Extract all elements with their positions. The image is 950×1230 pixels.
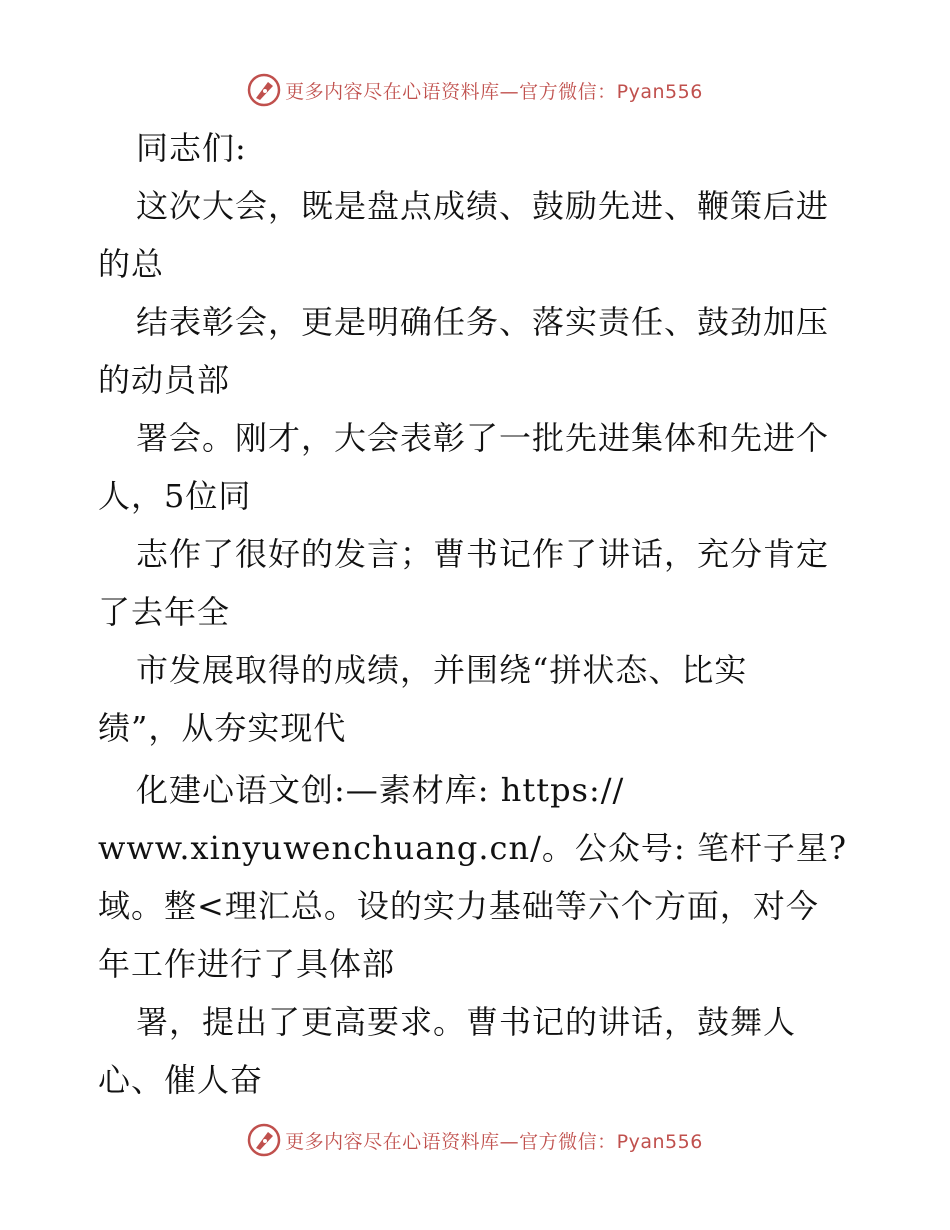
- body-line: 这次大会，既是盘点成绩、鼓励先进、鞭策后进: [136, 187, 830, 225]
- body-line: 市发展取得的成绩，并围绕“拼状态、比实: [136, 651, 748, 689]
- body-line: 化建心语文创:—素材库: https://: [136, 771, 625, 809]
- footer-text: 更多内容尽在心语资料库—官方微信：Pyan556: [285, 1130, 703, 1153]
- body-line: 绩”，从夯实现代: [98, 709, 347, 747]
- body-line: 志作了很好的发言；曹书记作了讲话，充分肯定: [136, 535, 830, 573]
- body-line: www.xinyuwenchuang.cn/。公众号: 笔杆子星?: [98, 829, 847, 867]
- body-line: 署会。刚才，大会表彰了一批先进集体和先进个: [136, 419, 830, 457]
- header-text: 更多内容尽在心语资料库—官方微信：Pyan556: [285, 80, 703, 103]
- body-line: 了去年全: [98, 593, 231, 631]
- body-line: 域。整<理汇总。设的实力基础等六个方面，对今: [98, 887, 819, 925]
- body-line: 的总: [98, 245, 165, 283]
- body-line: 心、催人奋: [98, 1061, 264, 1099]
- body-line: 的动员部: [98, 361, 231, 399]
- body-line: 人，5位同: [98, 477, 252, 515]
- footer-banner: [0, 1122, 950, 1158]
- body-line: 年工作进行了具体部: [98, 945, 396, 983]
- body-line: 结表彰会，更是明确任务、落实责任、鼓劲加压: [136, 303, 830, 341]
- pen-nib-logo-icon: [247, 1123, 281, 1157]
- body-line: 署，提出了更高要求。曹书记的讲话，鼓舞人: [136, 1003, 797, 1041]
- body-line: 同志们:: [136, 129, 247, 167]
